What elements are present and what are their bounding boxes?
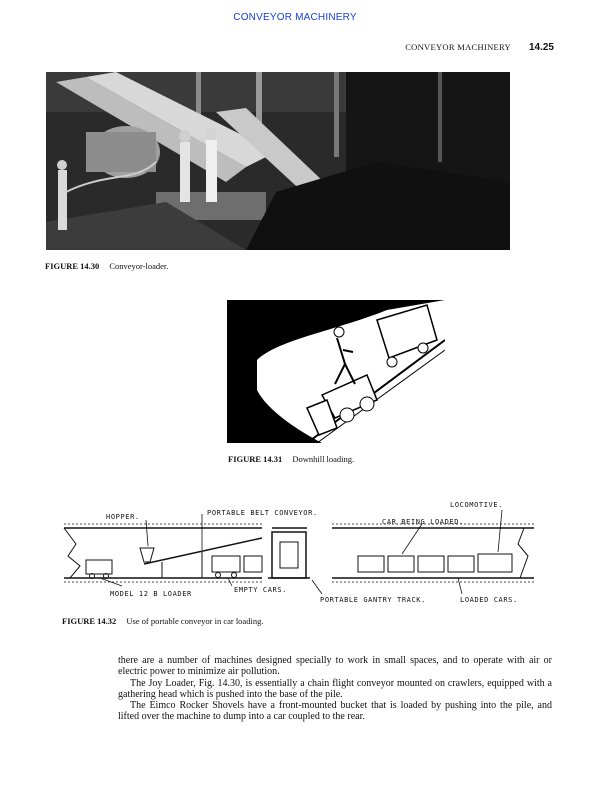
- figure-14-30-photo: [46, 72, 510, 250]
- label-hopper: HOPPER.: [106, 513, 140, 521]
- body-text: [118, 655, 552, 723]
- page-number: 14.25: [528, 42, 554, 53]
- label-loaded-cars: LOADED CARS.: [460, 596, 518, 604]
- figure-caption-text: Downhill loading.: [292, 454, 355, 464]
- figure-caption-text: Conveyor-loader.: [109, 261, 169, 271]
- label-car-being-loaded: CAR BEING LOADED.: [382, 518, 464, 526]
- paragraph: there are a number of machines designed specially to work in small spaces, and to operate with air or electric power to minimize air pollution.: [118, 655, 552, 678]
- figure-14-30-caption: [45, 261, 168, 271]
- label-locomotive: LOCOMOTIVE.: [450, 501, 503, 509]
- figure-label: FIGURE 14.31: [228, 454, 283, 464]
- figure-caption-text: Use of portable conveyor in car loading.: [126, 616, 264, 626]
- label-empty-cars: EMPTY CARS.: [234, 586, 287, 594]
- figure-label: FIGURE 14.30: [45, 261, 100, 271]
- label-portable-belt-conveyor: PORTABLE BELT CONVEYOR.: [207, 509, 318, 517]
- running-head: [405, 42, 554, 53]
- label-model-loader: MODEL 12 B LOADER: [110, 590, 192, 598]
- label-portable-gantry-track: PORTABLE GANTRY TRACK.: [320, 596, 426, 604]
- paragraph: The Joy Loader, Fig. 14.30, is essentially a chain flight conveyor mounted on crawlers, equipped with a gathering head which is pushed into the base of the pile.: [118, 677, 552, 700]
- figure-14-32-sketch: [62, 494, 534, 606]
- figure-14-31-drawing: [227, 300, 445, 443]
- running-title: CONVEYOR MACHINERY: [405, 42, 511, 52]
- figure-14-31-caption: [228, 454, 354, 464]
- figure-label: FIGURE 14.32: [62, 616, 117, 626]
- paragraph: The Eimco Rocker Shovels have a front-mounted bucket that is loaded by pushing into the pile, and lifted over the machine to dump into a car coupled to the rear.: [118, 700, 552, 723]
- figure-14-32-caption: [62, 616, 263, 626]
- top-link[interactable]: CONVEYOR MACHINERY: [233, 12, 357, 23]
